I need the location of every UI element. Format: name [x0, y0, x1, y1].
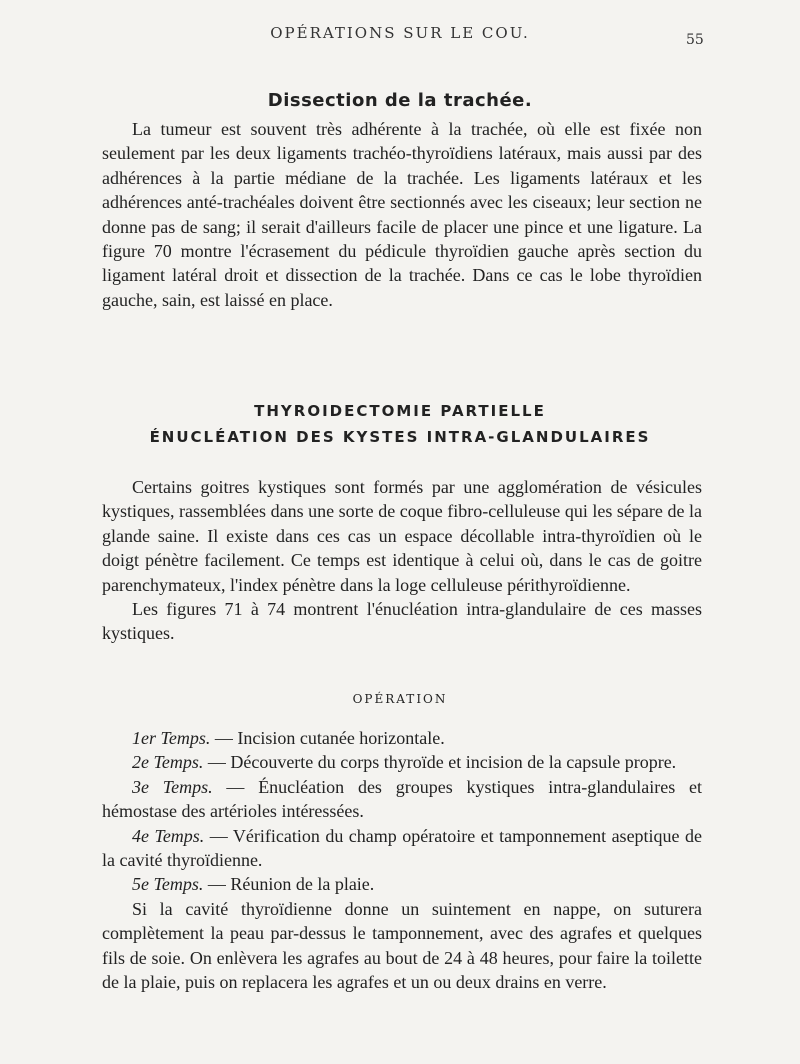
operation-heading: OPÉRATION	[352, 692, 448, 706]
step-1-text: — Incision cutanée horizontale.	[210, 728, 445, 748]
enucleation-paragraph-2: Les figures 71 à 74 montrent l'énucléation intra-glandulaire de ces masses kystiques.	[102, 599, 702, 644]
step-1	[102, 726, 702, 750]
step-3-text: — Énucléation des groupes kystiques intra-glandulaires et hémostase des artérioles intéressées.	[102, 776, 702, 822]
enucleation-paragraph-1: Certains goitres kystiques sont formés par une agglomération de vésicules kystiques, rassemblées dans une sorte de coque fibro-celluleuse qui les sépare de la glande saine. Il existe dans ces cas un espace décollable intra-thyroïdien où le doigt pénètre facilement. Ce temps est identique à celui où, dans le cas de goitre parenchymateux, l'index pénètre dans la loge celluleuse périthyroïdienne.	[102, 477, 702, 595]
running-head: OPÉRATIONS SUR LE COU.	[270, 24, 530, 42]
step-4-text: — Vérification du champ opératoire et tamponnement aseptique de la cavité thyroïdienne.	[102, 825, 703, 871]
step-5-label: 5e Temps.	[132, 874, 204, 895]
step-3	[102, 775, 702, 824]
step-2-label: 2e Temps.	[132, 752, 204, 773]
dissection-paragraph: La tumeur est souvent très adhérente à la trachée, où elle est fixée non seulement par les deux ligaments trachéo-thyroïdiens latéraux, mais aussi par des adhérences à la partie médiane de la trachée. Les ligaments latéraux et les adhérences anté-trachéales doivent être sectionnés avec les ciseaux; leur section ne donne pas de sang; il serait d'ailleurs facile de placer une pince et une ligature. La figure 70 montre l'écrasement du pédicule thyroïdien gauche après section du ligament latéral droit et dissection de la trachée. Dans ce cas le lobe thyroïdien gauche, sain, est laissé en place.	[102, 119, 702, 310]
closing-paragraph: Si la cavité thyroïdienne donne un suintement en nappe, on suturera complètement la peau par-dessus le tamponnement, avec des agrafes et quelques fils de soie. On enlèvera les agrafes au bout de 24 à 48 heures, pour faire la toilette de la plaie, puis on replacera les agrafes et un ou deux drains en verre.	[102, 898, 702, 993]
heading-enucleation: ÉNUCLÉATION DES KYSTES INTRA-GLANDULAIRES	[149, 428, 651, 446]
step-1-label: 1er Temps.	[132, 728, 211, 748]
step-2-text: — Découverte du corps thyroïde et incision de la capsule propre.	[203, 752, 677, 773]
step-5-text: — Réunion de la plaie.	[203, 874, 375, 895]
dissection-text	[102, 117, 702, 312]
step-2	[102, 750, 702, 774]
page-number: 55	[686, 32, 704, 48]
enucleation-text	[102, 475, 702, 646]
step-3-label: 3e Temps.	[132, 776, 213, 797]
section-title-dissection: Dissection de la trachée.	[267, 90, 533, 111]
step-5	[102, 872, 702, 896]
operation-steps	[102, 726, 702, 994]
step-4-label: 4e Temps.	[132, 825, 205, 846]
step-4	[102, 824, 702, 873]
heading-thyroidectomie: THYROIDECTOMIE PARTIELLE	[254, 402, 546, 420]
